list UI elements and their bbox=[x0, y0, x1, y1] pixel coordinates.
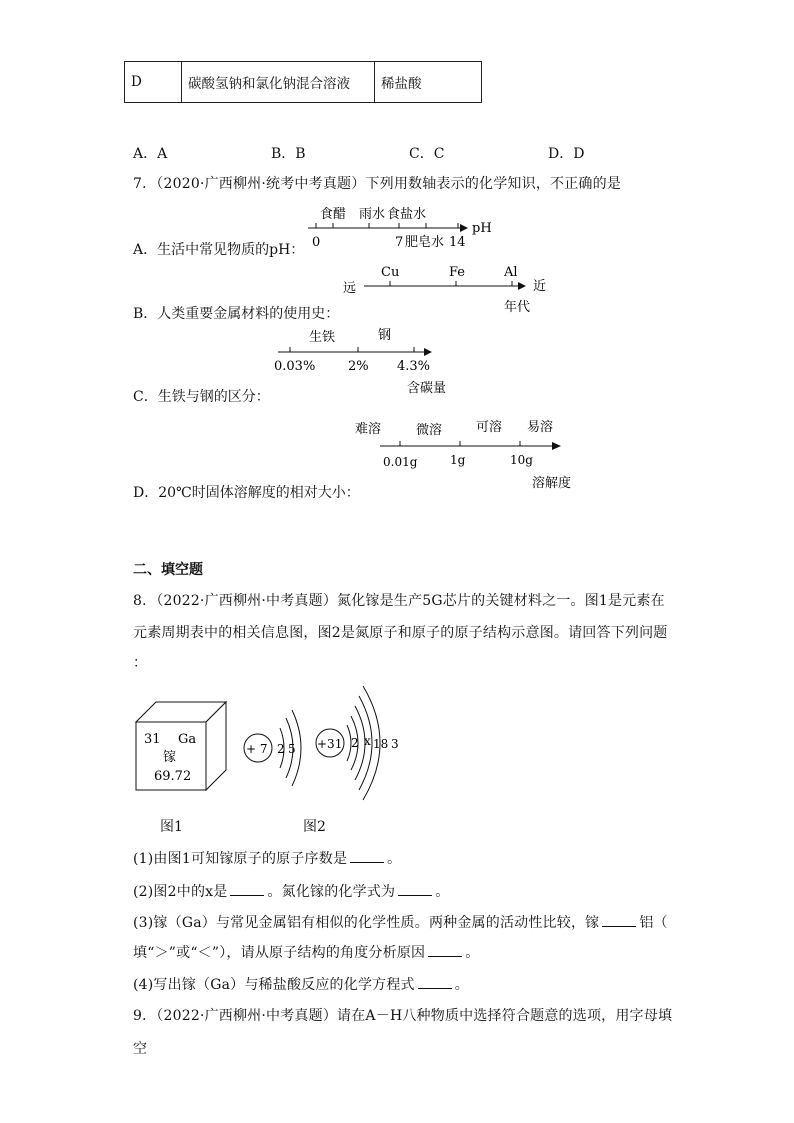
q7-option-c-label[interactable]: C．生铁与钢的区分： bbox=[133, 389, 270, 405]
answer-blank[interactable] bbox=[398, 883, 432, 896]
solubility-line bbox=[350, 412, 590, 494]
choice-d[interactable]: D．D bbox=[548, 146, 585, 162]
question-7-stem: 7．（2020·广西柳州·统考中考真题）下列用数轴表示的化学知识，不正确的是 bbox=[133, 176, 622, 192]
metal-label: Cu bbox=[381, 265, 400, 280]
q8-part-4: (4)写出镓（Ga）与稀盐酸反应的化学方程式 。 bbox=[133, 977, 469, 993]
element-cube-figure bbox=[134, 700, 230, 796]
metal-history-line bbox=[338, 260, 558, 320]
table-cell-letter: D bbox=[125, 62, 182, 103]
answer-blank[interactable] bbox=[602, 914, 636, 927]
nitrogen-nucleus: + 7 bbox=[246, 742, 268, 756]
question-8-stem: 8．（2022·广西柳州·中考真题）氮化镓是生产5G芯片的关键材料之一。图1是元素在 bbox=[133, 593, 665, 609]
figure-1-caption: 图1 bbox=[160, 819, 183, 835]
ph-bottom-label: 14 bbox=[449, 235, 466, 250]
solubility-tick: 10g bbox=[510, 453, 533, 467]
figure-2-caption: 图2 bbox=[303, 819, 326, 835]
section-title: 二、填空题 bbox=[133, 562, 203, 578]
table-cell-reagent: 稀盐酸 bbox=[375, 62, 482, 103]
question-9-stem: 9．（2022·广西柳州·中考真题）请在A－H八种物质中选择符合题意的选项，用字母填 bbox=[133, 1008, 673, 1024]
q7-option-a-label[interactable]: A．生活中常见物质的pH： bbox=[133, 242, 305, 258]
carbon-content-line bbox=[268, 323, 468, 397]
answer-blank[interactable] bbox=[428, 944, 462, 957]
gallium-shell: 18 bbox=[373, 737, 389, 751]
answer-blank[interactable] bbox=[418, 976, 452, 989]
ph-bottom-label: 肥皂水 bbox=[405, 235, 445, 250]
metal-label: Al bbox=[504, 265, 518, 280]
element-symbol: Ga bbox=[178, 732, 197, 747]
far-label: 远 bbox=[343, 281, 357, 296]
carbon-tick-label: 0.03% bbox=[274, 359, 316, 374]
carbon-tick-label: 4.3% bbox=[397, 359, 431, 374]
gallium-shell: x bbox=[364, 734, 371, 748]
era-label: 年代 bbox=[504, 300, 531, 315]
ph-top-label: 雨水 bbox=[359, 207, 386, 222]
q7-option-b-label[interactable]: B．人类重要金属材料的使用史： bbox=[133, 306, 340, 322]
ph-bottom-label: 0 bbox=[312, 235, 321, 250]
solubility-category: 微溶 bbox=[416, 423, 443, 438]
gallium-shell: 3 bbox=[391, 737, 399, 751]
question-8-stem: 元素周期表中的相关信息图，图2是氮原子和原子的原子结构示意图。请回答下列问题 bbox=[133, 625, 668, 641]
q8-part-3-cont: 填“＞”或“＜”），请从原子结构的角度分析原因 。 bbox=[133, 945, 480, 961]
metal-label: Fe bbox=[449, 265, 466, 280]
gallium-shell: 2 bbox=[351, 736, 359, 750]
ph-top-label: 食醋 bbox=[320, 207, 347, 222]
gallium-atom-diagram bbox=[313, 682, 413, 812]
choice-c[interactable]: C．C bbox=[409, 146, 445, 162]
question-8-stem: ： bbox=[133, 655, 148, 671]
atomic-number: 31 bbox=[144, 732, 161, 747]
question-9-stem: 空 bbox=[133, 1041, 148, 1057]
ph-bottom-label: 7 bbox=[395, 235, 404, 250]
nitrogen-atom-diagram bbox=[240, 705, 310, 790]
solubility-category: 难溶 bbox=[355, 422, 382, 437]
solubility-axis-label: 溶解度 bbox=[532, 476, 572, 491]
choice-a[interactable]: A．A bbox=[133, 146, 168, 162]
steel-label: 钢 bbox=[378, 328, 392, 343]
atomic-mass: 69.72 bbox=[154, 769, 192, 784]
q8-part-3: (3)镓（Ga）与常见金属铝有相似的化学性质。两种金属的活动性比较，镓 铝（ bbox=[133, 915, 668, 931]
nitrogen-shell: 5 bbox=[288, 742, 296, 756]
solubility-tick: 0.01g bbox=[383, 455, 418, 469]
choice-b[interactable]: B．B bbox=[271, 146, 306, 162]
nitrogen-shell: 2 bbox=[277, 742, 285, 756]
answer-blank[interactable] bbox=[350, 850, 384, 863]
ph-top-label: 食盐水 bbox=[387, 207, 427, 222]
answer-blank[interactable] bbox=[230, 883, 264, 896]
q8-part-1: (1)由图1可知镓原子的原子序数是 。 bbox=[133, 851, 402, 867]
near-label: 近 bbox=[533, 279, 547, 294]
gallium-nucleus: +31 bbox=[317, 737, 343, 751]
options-table bbox=[124, 61, 482, 103]
ph-number-line bbox=[300, 200, 510, 256]
table-row bbox=[125, 62, 482, 103]
solubility-category: 可溶 bbox=[476, 420, 503, 435]
iron-label: 生铁 bbox=[309, 330, 336, 345]
q8-part-2: (2)图2中的x是 。氮化镓的化学式为 。 bbox=[133, 884, 450, 900]
carbon-tick-label: 2% bbox=[348, 359, 369, 374]
solubility-tick: 1g bbox=[450, 453, 466, 467]
solubility-category: 易溶 bbox=[527, 420, 554, 435]
ph-unit: pH bbox=[472, 221, 492, 236]
element-name: 镓 bbox=[163, 750, 177, 765]
carbon-axis-label: 含碳量 bbox=[407, 381, 447, 396]
q7-option-d-label[interactable]: D．20℃时固体溶解度的相对大小： bbox=[133, 485, 360, 501]
table-cell-mixture: 碳酸氢钠和氯化钠混合溶液 bbox=[182, 62, 375, 103]
